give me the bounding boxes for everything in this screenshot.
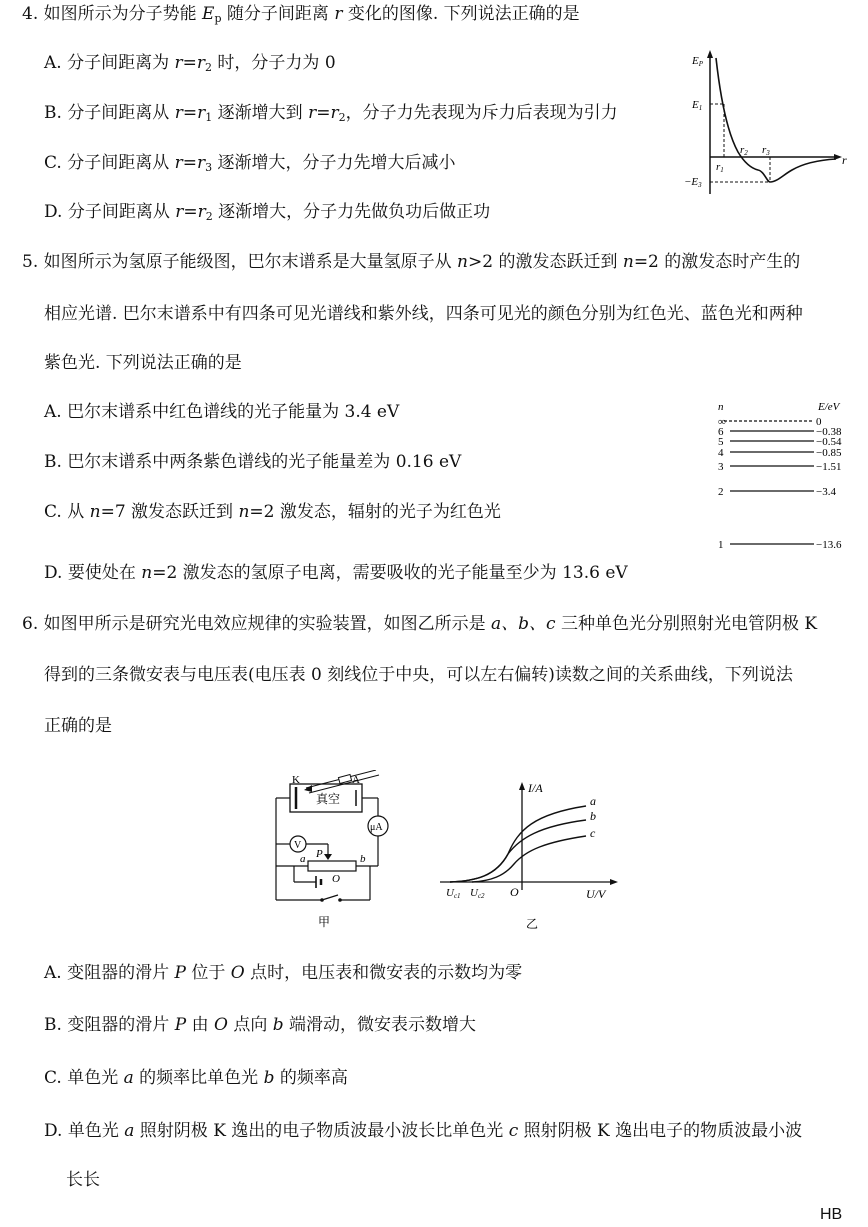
iv-y-label: I/A (528, 781, 543, 795)
iv-uc2: Uc2 (470, 887, 485, 900)
switch (322, 895, 338, 900)
q4-option-d[interactable]: D. 分子间距离从 $r=r_2$ 逐渐增大，分子力先做负功后做正功 (44, 202, 491, 223)
q5-stem-line2: 相应光谱. 巴尔末谱系中有四条可见光谱线和紫外线，四条可见光的颜色分别为红色光、蓝色光和两种 (44, 304, 803, 324)
iv-label-b: b (590, 809, 596, 823)
e1-label: E1 (692, 99, 703, 112)
iv-label-c: c (590, 826, 596, 840)
iv-y-arrow-icon (519, 782, 525, 790)
iv-label-a: a (590, 794, 596, 808)
graph-y-label: EP (692, 55, 704, 68)
q6-option-b[interactable]: B. 变阻器的滑片 P 由 O 点向 b 端滑动，微安表示数增大 (44, 1015, 477, 1035)
label-a-terminal: A (352, 774, 360, 786)
r2-label: r2 (740, 144, 748, 157)
energy-level-value: −0.38 (816, 426, 842, 438)
e3-label: −E3 (684, 176, 702, 189)
q5-stem-line1: 5. 如图所示为氢原子能级图，巴尔末谱系是大量氢原子从 n>2 的激发态跃迁到 n=2 的激发态时产生的 (22, 252, 801, 272)
q5-option-c[interactable]: C. 从 n=7 激发态跃迁到 n=2 激发态，辐射的光子为红色光 (44, 502, 501, 522)
label-k: K (292, 774, 300, 786)
energy-level-n: 5 (718, 436, 724, 448)
q6-stem-line3: 正确的是 (44, 716, 112, 736)
label-o: O (332, 873, 340, 885)
q5-option-b[interactable]: B. 巴尔末谱系中两条紫色谱线的光子能量差为 0.16 eV (44, 452, 462, 472)
energy-level-n: ∞ (718, 416, 726, 428)
label-microammeter: μA (370, 822, 383, 833)
label-b-end: b (360, 853, 366, 865)
label-vacuum: 真空 (316, 792, 341, 806)
caption-yi: 乙 (526, 917, 539, 931)
energy-level-value: −3.4 (816, 486, 836, 498)
curve-c (472, 836, 586, 882)
potential-energy-graph (680, 44, 850, 200)
q6-option-d[interactable]: D. 单色光 a 照射阴极 K 逸出的电子物质波最小波长比单色光 c 照射阴极 K 逸出电子的物质波最小波 (44, 1121, 803, 1141)
energy-level-n: 4 (718, 447, 724, 459)
q6-option-d-continued: 长长 (66, 1170, 100, 1190)
potential-curve (716, 58, 836, 182)
q6-option-a[interactable]: A. 变阻器的滑片 P 位于 O 点时，电压表和微安表的示数均为零 (44, 963, 523, 983)
iv-x-label: U/V (586, 887, 606, 901)
energy-level-value: −0.54 (816, 436, 842, 448)
energy-level-n: 1 (718, 539, 724, 551)
q5-stem-line3: 紫色光. 下列说法正确的是 (44, 353, 242, 373)
r3-label: r3 (762, 144, 770, 157)
q4-option-c[interactable]: C. 分子间距离从 $r=r_3$ 逐渐增大，分子力先增大后减小 (44, 153, 456, 174)
energy-level-value: −1.51 (816, 461, 842, 473)
label-voltmeter: V (294, 840, 302, 851)
graph-y-arrow-icon (707, 50, 713, 58)
iv-x-arrow-icon (610, 879, 618, 885)
q6-stem-line2: 得到的三条微安表与电压表(电压表 0 刻线位于中央，可以左右偏转)读数之间的关系曲线，下列说法 (44, 665, 793, 685)
q5-option-a[interactable]: A. 巴尔末谱系中红色谱线的光子能量为 3.4 eV (44, 402, 400, 422)
q4-stem: 4. 如图所示为分子势能 $E_p$ 随分子间距离 r 变化的图像. 下列说法正确的是 (22, 4, 580, 25)
graph-x-label: r (842, 153, 847, 167)
slider-p-arrow-icon (324, 854, 332, 860)
r1-label: r1 (716, 161, 724, 174)
iv-uc1: Uc1 (446, 887, 461, 900)
label-a-end: a (300, 853, 306, 865)
label-p: P (316, 848, 323, 860)
energy-level-n: 3 (718, 461, 724, 473)
light-arrow-icon (304, 785, 312, 792)
caption-jia: 甲 (318, 915, 331, 929)
curve-b (450, 820, 586, 882)
q5-option-d[interactable]: D. 要使处在 n=2 激发态的氢原子电离，需要吸收的光子能量至少为 13.6 eV (44, 563, 628, 583)
energy-level-diagram (710, 396, 860, 556)
level-lines-group (718, 416, 842, 551)
energy-level-n: 2 (718, 486, 724, 498)
energy-level-n: 6 (718, 426, 724, 438)
iv-origin: O (510, 885, 519, 899)
iv-curve-graph (436, 778, 626, 934)
energy-level-value: −0.85 (816, 447, 842, 459)
footer-code: HB (820, 1206, 843, 1223)
energy-level-value: −13.6 (816, 539, 842, 551)
q6-stem-line1: 6. 如图甲所示是研究光电效应规律的实验装置，如图乙所示是 a、b、c 三种单色光分别照射光电管阴极 K (22, 614, 818, 634)
rheostat (308, 861, 356, 871)
level-e-header: E/eV (818, 401, 840, 413)
q4-option-a[interactable]: A. 分子间距离为 $r=r_2$ 时，分子力为 0 (44, 53, 336, 74)
energy-level-value: 0 (816, 416, 822, 428)
photoelectric-circuit-diagram (266, 770, 416, 932)
level-n-header: n (718, 401, 724, 413)
q4-option-b[interactable]: B. 分子间距离从 $r=r_1$ 逐渐增大到 $r=r_2$，分子力先表现为斥力后表现为引力 (44, 103, 618, 124)
q6-option-c[interactable]: C. 单色光 a 的频率比单色光 b 的频率高 (44, 1068, 348, 1088)
